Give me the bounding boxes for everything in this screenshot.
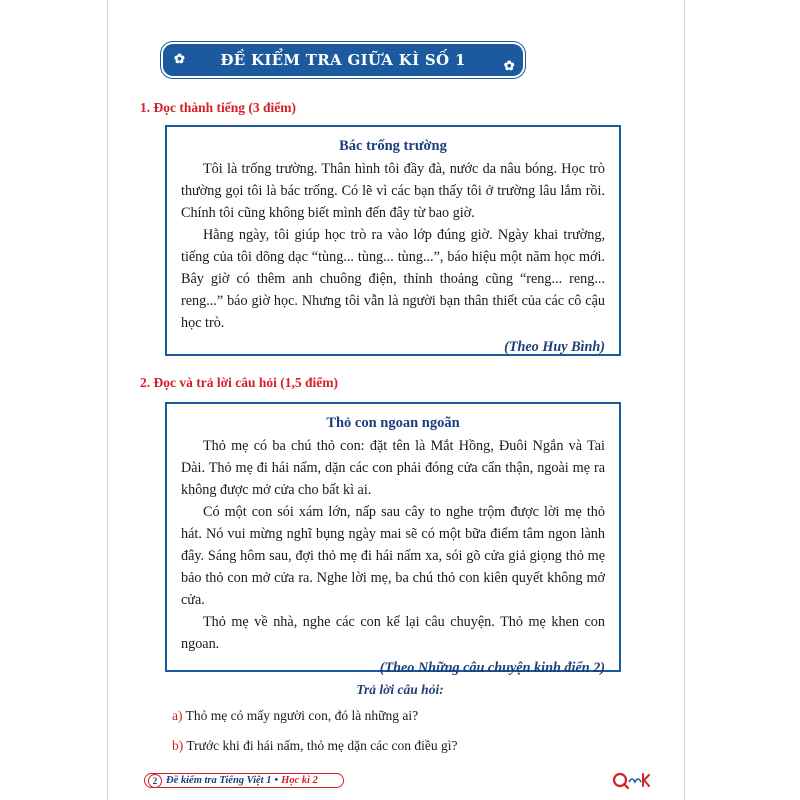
questions-title: Trả lời câu hỏi: [356,682,444,697]
page-title: ĐỀ KIỂM TRA GIỮA KÌ SỐ 1 [220,51,466,69]
question-item [172,708,418,724]
story-title: Thỏ con ngoan ngoãn [326,415,460,431]
footer-term: Học kì 2 [281,775,318,786]
section2-heading: 2. Đọc và trả lời câu hỏi (1,5 điểm) [140,375,338,390]
footer-separator: • [274,775,279,786]
story-paragraph: Thỏ mẹ có ba chú thỏ con: đặt tên là Mắt Hồng, Đuôi Ngắn và Tai Dài. Thỏ mẹ đi hái nấm, dặn các con phải đóng cửa cẩn thận, ngoài mẹ ra không được mở cửa cho bất kì ai. [181,438,605,498]
logo-icon [612,769,652,791]
story-box-2 [165,402,621,676]
question-text: Trước khi đi hái nấm, thỏ mẹ dặn các con điều gì? [183,738,458,753]
document-page [107,0,685,800]
story-paragraph: Thỏ mẹ về nhà, nghe các con kể lại câu chuyện. Thỏ mẹ khen con ngoan. [181,614,605,652]
question-letter: b) [172,738,184,753]
story-paragraph: Hằng ngày, tôi giúp học trò ra vào lớp đúng giờ. Ngày khai trường, tiếng của tôi dõng dạc “tùng... tùng... tùng...”, báo hiệu một năm học mới. Bây giờ có thêm anh chuông điện, thỉnh thoảng cũng “reng... reng... reng...” báo giờ học. Nhưng tôi vẫn là người bạn thân thiết của các cô cậu học trò. [181,227,605,331]
story-source: (Theo Huy Bình) [504,339,605,355]
question-letter: a) [172,708,183,723]
story-paragraph: Có một con sói xám lớn, nấp sau cây to nghe trộm được lời mẹ thỏ hát. Nó vui mừng nghĩ bụng ngày mai sẽ có một bữa điểm tâm ngon lành đây. Sáng hôm sau, đợi thỏ mẹ đi hái nấm xa, sói gõ cửa giả giọng thỏ mẹ bảo thỏ con mở cửa ra. Nghe lời mẹ, ba chú thỏ con kiên quyết không mở cửa. [181,504,605,608]
flower-icon: ✿ [174,52,186,67]
page-footer [144,773,344,788]
story-source: (Theo Những câu chuyện kinh điển 2) [379,660,605,676]
page-title-banner [163,44,523,76]
section1-heading: 1. Đọc thành tiếng (3 điểm) [140,100,296,115]
question-item [172,738,458,754]
page-number: 2 [148,774,162,788]
footer-book-title: Đề kiểm tra Tiếng Việt 1 [166,775,272,786]
question-text: Thỏ mẹ có mấy người con, đó là những ai? [182,708,419,723]
story-box-1 [165,125,621,356]
story-paragraph: Tôi là trống trường. Thân hình tôi đầy đà, nước da nâu bóng. Học trò thường gọi tôi là bác trống. Có lẽ vì các bạn thấy tôi ở trường lâu lắm rồi. Chính tôi cũng không biết mình đến đây từ bao giờ. [181,161,605,221]
flower-icon: ✿ [503,59,515,74]
story-title: Bác trống trường [339,138,447,154]
